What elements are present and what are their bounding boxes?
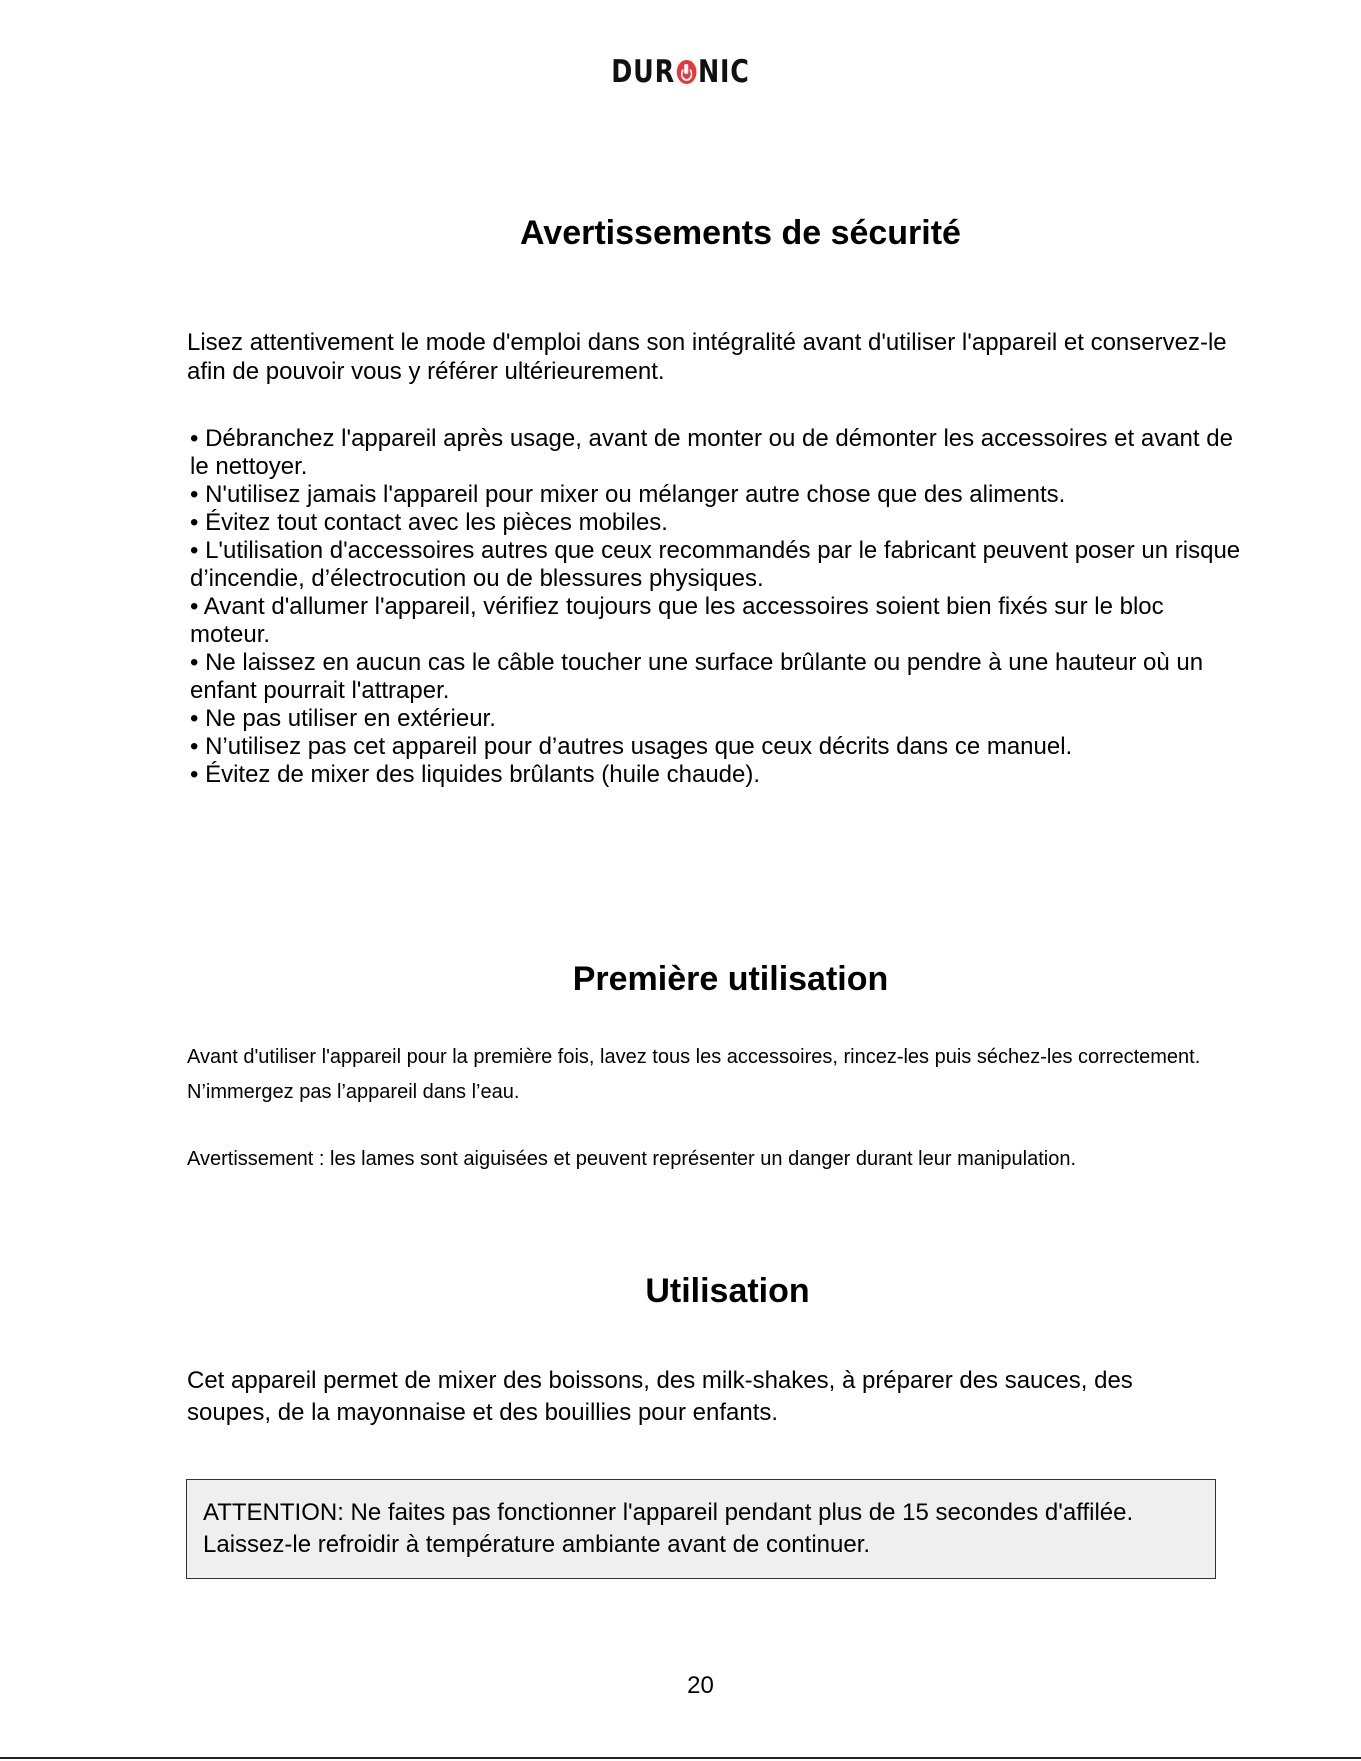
power-icon: [677, 60, 697, 84]
safety-bullet: • Ne laissez en aucun cas le câble toucher une surface brûlante ou pendre à une hauteur où un enfant pourrait l'attraper.: [190, 649, 1204, 704]
safety-bullet: • N'utilisez jamais l'appareil pour mixer ou mélanger autre chose que des aliments.: [190, 481, 1066, 508]
safety-bullet: • L'utilisation d'accessoires autres que ceux recommandés par le fabricant peuvent poser un risque d’incendie, d’électrocution ou de blessures physiques.: [190, 537, 1241, 592]
safety-bullet: • Ne pas utiliser en extérieur.: [190, 705, 496, 732]
safety-heading: Avertissements de sécurité: [520, 214, 961, 252]
safety-bullet: • Débranchez l'appareil après usage, avant de monter ou de démonter les accessoires et avant de le nettoyer.: [190, 425, 1233, 480]
brand-logo: [122, 54, 1238, 90]
logo-text-start: DUR: [611, 54, 675, 90]
first-use-heading: Première utilisation: [572, 960, 889, 998]
safety-bullet: • Évitez de mixer des liquides brûlants (huile chaude).: [190, 761, 761, 788]
page-number: 20: [687, 1672, 714, 1699]
usage-heading: Utilisation: [645, 1272, 810, 1310]
attention-box: [186, 1479, 1216, 1579]
usage-text: Cet appareil permet de mixer des boissons, des milk-shakes, à préparer des sauces, des soupes, de la mayonnaise et des bouillies pour enfants.: [187, 1367, 1133, 1426]
bottom-divider: [0, 1757, 1361, 1759]
logo-text-end: NIC: [697, 54, 750, 90]
safety-bullet: • N’utilisez pas cet appareil pour d’autres usages que ceux décrits dans ce manuel.: [190, 733, 1073, 760]
safety-bullet: • Avant d'allumer l'appareil, vérifiez toujours que les accessoires soient bien fixés sur le bloc moteur.: [190, 593, 1164, 648]
safety-intro: Lisez attentivement le mode d'emploi dans son intégralité avant d'utiliser l'appareil et conservez-le afin de pouvoir vous y référer ultérieurement.: [187, 329, 1227, 385]
attention-text: ATTENTION: Ne faites pas fonctionner l'appareil pendant plus de 15 secondes d'affilée. Laissez-le refroidir à température ambiante avant de continuer.: [203, 1499, 1134, 1558]
safety-bullet: • Évitez tout contact avec les pièces mobiles.: [190, 509, 668, 536]
first-use-text: Avant d'utiliser l'appareil pour la première fois, lavez tous les accessoires, rincez-les puis séchez-les correctement. N’immergez pas l’appareil dans l’eau.: [187, 1046, 1201, 1103]
blade-warning-text: Avertissement : les lames sont aiguisées et peuvent représenter un danger durant leur manipulation.: [187, 1148, 1077, 1170]
safety-bullet-list: [190, 425, 1250, 789]
